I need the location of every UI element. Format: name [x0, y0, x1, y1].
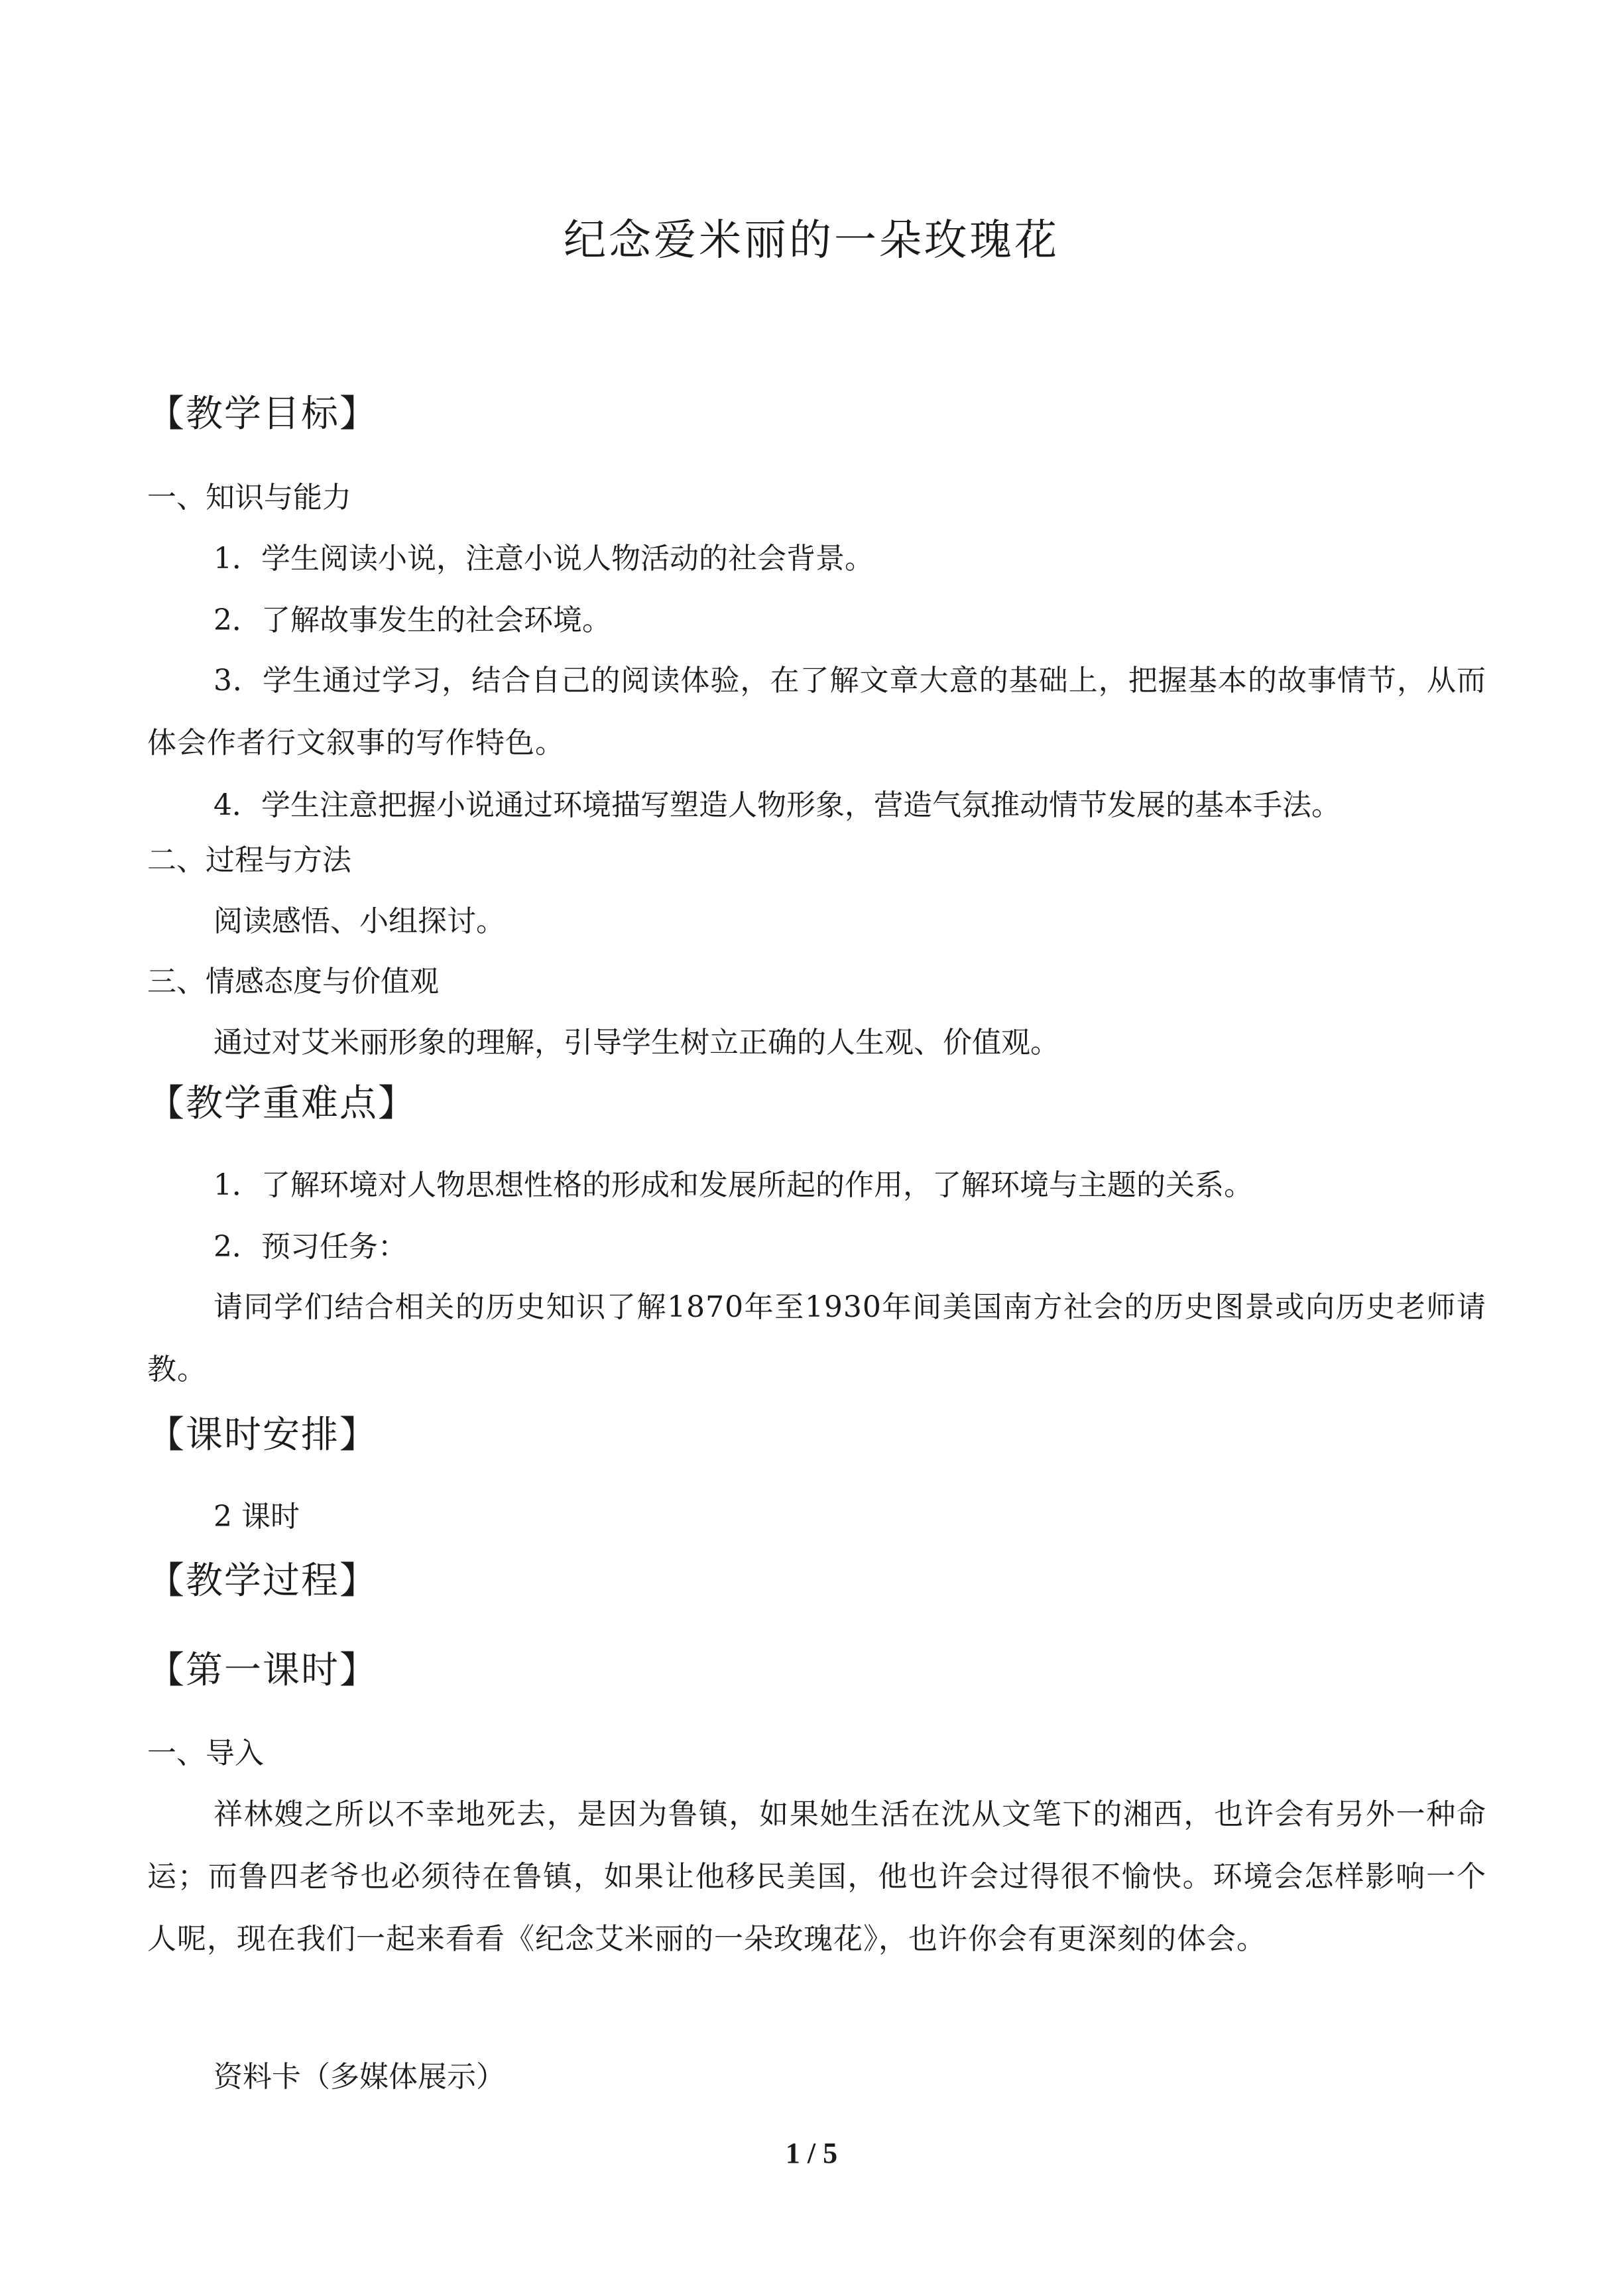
- heading-teaching-process: 【教学过程】: [147, 1559, 378, 1602]
- section-emotion-values: 三、情感态度与价值观: [147, 965, 439, 998]
- heading-key-difficulties: 【教学重难点】: [147, 1082, 416, 1125]
- heading-lesson-one: 【第一课时】: [147, 1649, 378, 1692]
- process-method-text: 阅读感悟、小组探讨。: [213, 904, 505, 938]
- section-introduction: 一、导入: [147, 1736, 264, 1770]
- preview-task-text: 请同学们结合相关的历史知识了解1870年至1930年间美国南方社会的历史图景或向历史老师请教。: [147, 1290, 1486, 1386]
- heading-teaching-goals: 【教学目标】: [147, 393, 378, 436]
- goal-item-3: 3．学生通过学习，结合自己的阅读体验，在了解文章大意的基础上，把握基本的故事情节，从而体会作者行文叙事的写作特色。: [147, 664, 1486, 760]
- material-card-text: 资料卡（多媒体展示）: [213, 2060, 505, 2094]
- section-knowledge-ability: 一、知识与能力: [147, 481, 351, 514]
- emotion-values-text: 通过对艾米丽形象的理解，引导学生树立正确的人生观、价值观。: [213, 1026, 1059, 1059]
- introduction-text: 祥林嫂之所以不幸地死去，是因为鲁镇，如果她生活在沈从文笔下的湘西，也许会有另外一种命运；而鲁四老爷也必须待在鲁镇，如果让他移民美国，他也许会过得很不愉快。环境会怎样影响一个人呢，现在我们一起来看看《纪念艾米丽的一朵玫瑰花》，也许你会有更深刻的体会。: [147, 1797, 1486, 1956]
- goal-item-1: 1．学生阅读小说，注意小说人物活动的社会背景。: [213, 542, 874, 575]
- page-number: 1 / 5: [785, 2137, 838, 2169]
- goal-item-2: 2．了解故事发生的社会环境。: [213, 603, 611, 637]
- goal-item-4: 4．学生注意把握小说通过环境描写塑造人物形象，营造气氛推动情节发展的基本手法。: [213, 788, 1341, 822]
- section-process-method: 二、过程与方法: [147, 843, 351, 877]
- difficulty-item-2: 2．预习任务：: [213, 1230, 407, 1264]
- document-title: 纪念爱米丽的一朵玫瑰花: [564, 216, 1059, 265]
- heading-schedule: 【课时安排】: [147, 1414, 378, 1457]
- schedule-text: 2 课时: [213, 1500, 300, 1534]
- difficulty-item-1: 1．了解环境对人物思想性格的形成和发展所起的作用，了解环境与主题的关系。: [213, 1168, 1253, 1202]
